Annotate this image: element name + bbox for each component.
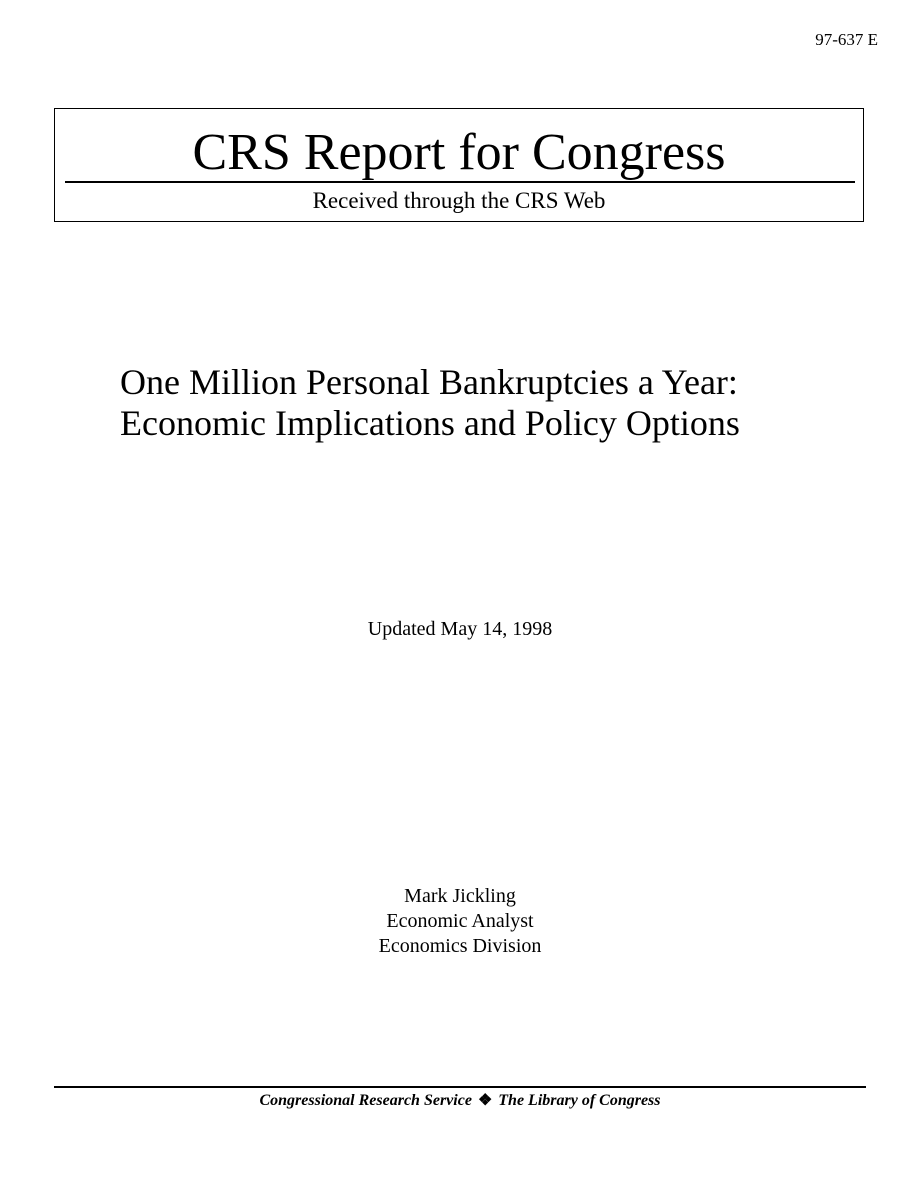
author-division: Economics Division (378, 935, 542, 957)
document-title-line-2: Economic Implications and Policy Options (120, 403, 740, 443)
header-subtitle: Received through the CRS Web (312, 188, 606, 213)
footer-text (0, 1090, 920, 1110)
header-divider (65, 181, 855, 183)
footer-left: Congressional Research Service (259, 1092, 472, 1109)
updated-date: Updated May 14, 1998 (367, 618, 553, 640)
report-header-box (54, 108, 864, 222)
footer-right: The Library of Congress (498, 1092, 661, 1109)
report-number: 97-637 E (815, 30, 878, 49)
footer-divider (54, 1086, 866, 1088)
author-block (0, 884, 920, 959)
header-title: CRS Report for Congress (192, 124, 726, 181)
author-position: Economic Analyst (386, 910, 534, 932)
document-title-line-1: One Million Personal Bankruptcies a Year: (120, 362, 738, 402)
document-title (120, 362, 880, 444)
author-name: Mark Jickling (404, 885, 516, 907)
diamond-separator-icon: ❖ (477, 1092, 493, 1109)
